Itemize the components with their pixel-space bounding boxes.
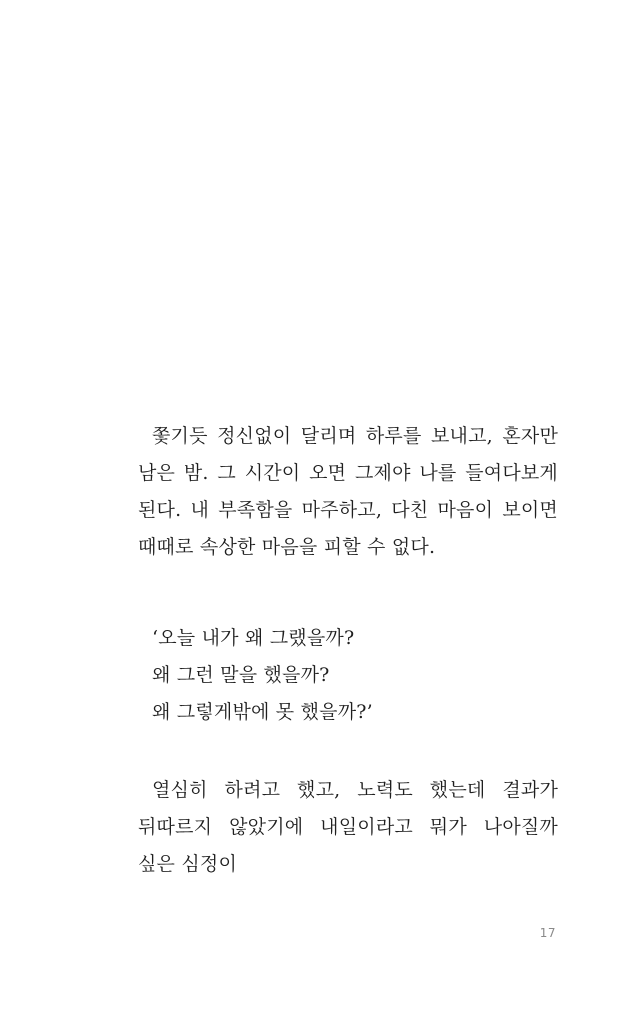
quote-line: 왜 그런 말을 했을까? <box>152 664 330 686</box>
paragraph-continuation: 열심히 하려고 했고, 노력도 했는데 결과가 뒤따르지 않았기에 내일이라고 뭐가 나아질까 싶은 심정이 <box>138 779 558 875</box>
quoted-self-questions <box>138 620 572 731</box>
quote-line: 왜 그렇게밖에 못 했을까?’ <box>152 701 373 723</box>
page-number: 17 <box>539 926 556 940</box>
quote-line: ‘오늘 내가 왜 그랬을까? <box>152 627 355 649</box>
paragraph-intro: 쫓기듯 정신없이 달리며 하루를 보내고, 혼자만 남은 밤. 그 시간이 오면 그제야 나를 들여다보게 된다. 내 부족함을 마주하고, 다친 마음이 보이면 때때로 속상한 마음을 피할 수 없다. <box>138 425 558 558</box>
